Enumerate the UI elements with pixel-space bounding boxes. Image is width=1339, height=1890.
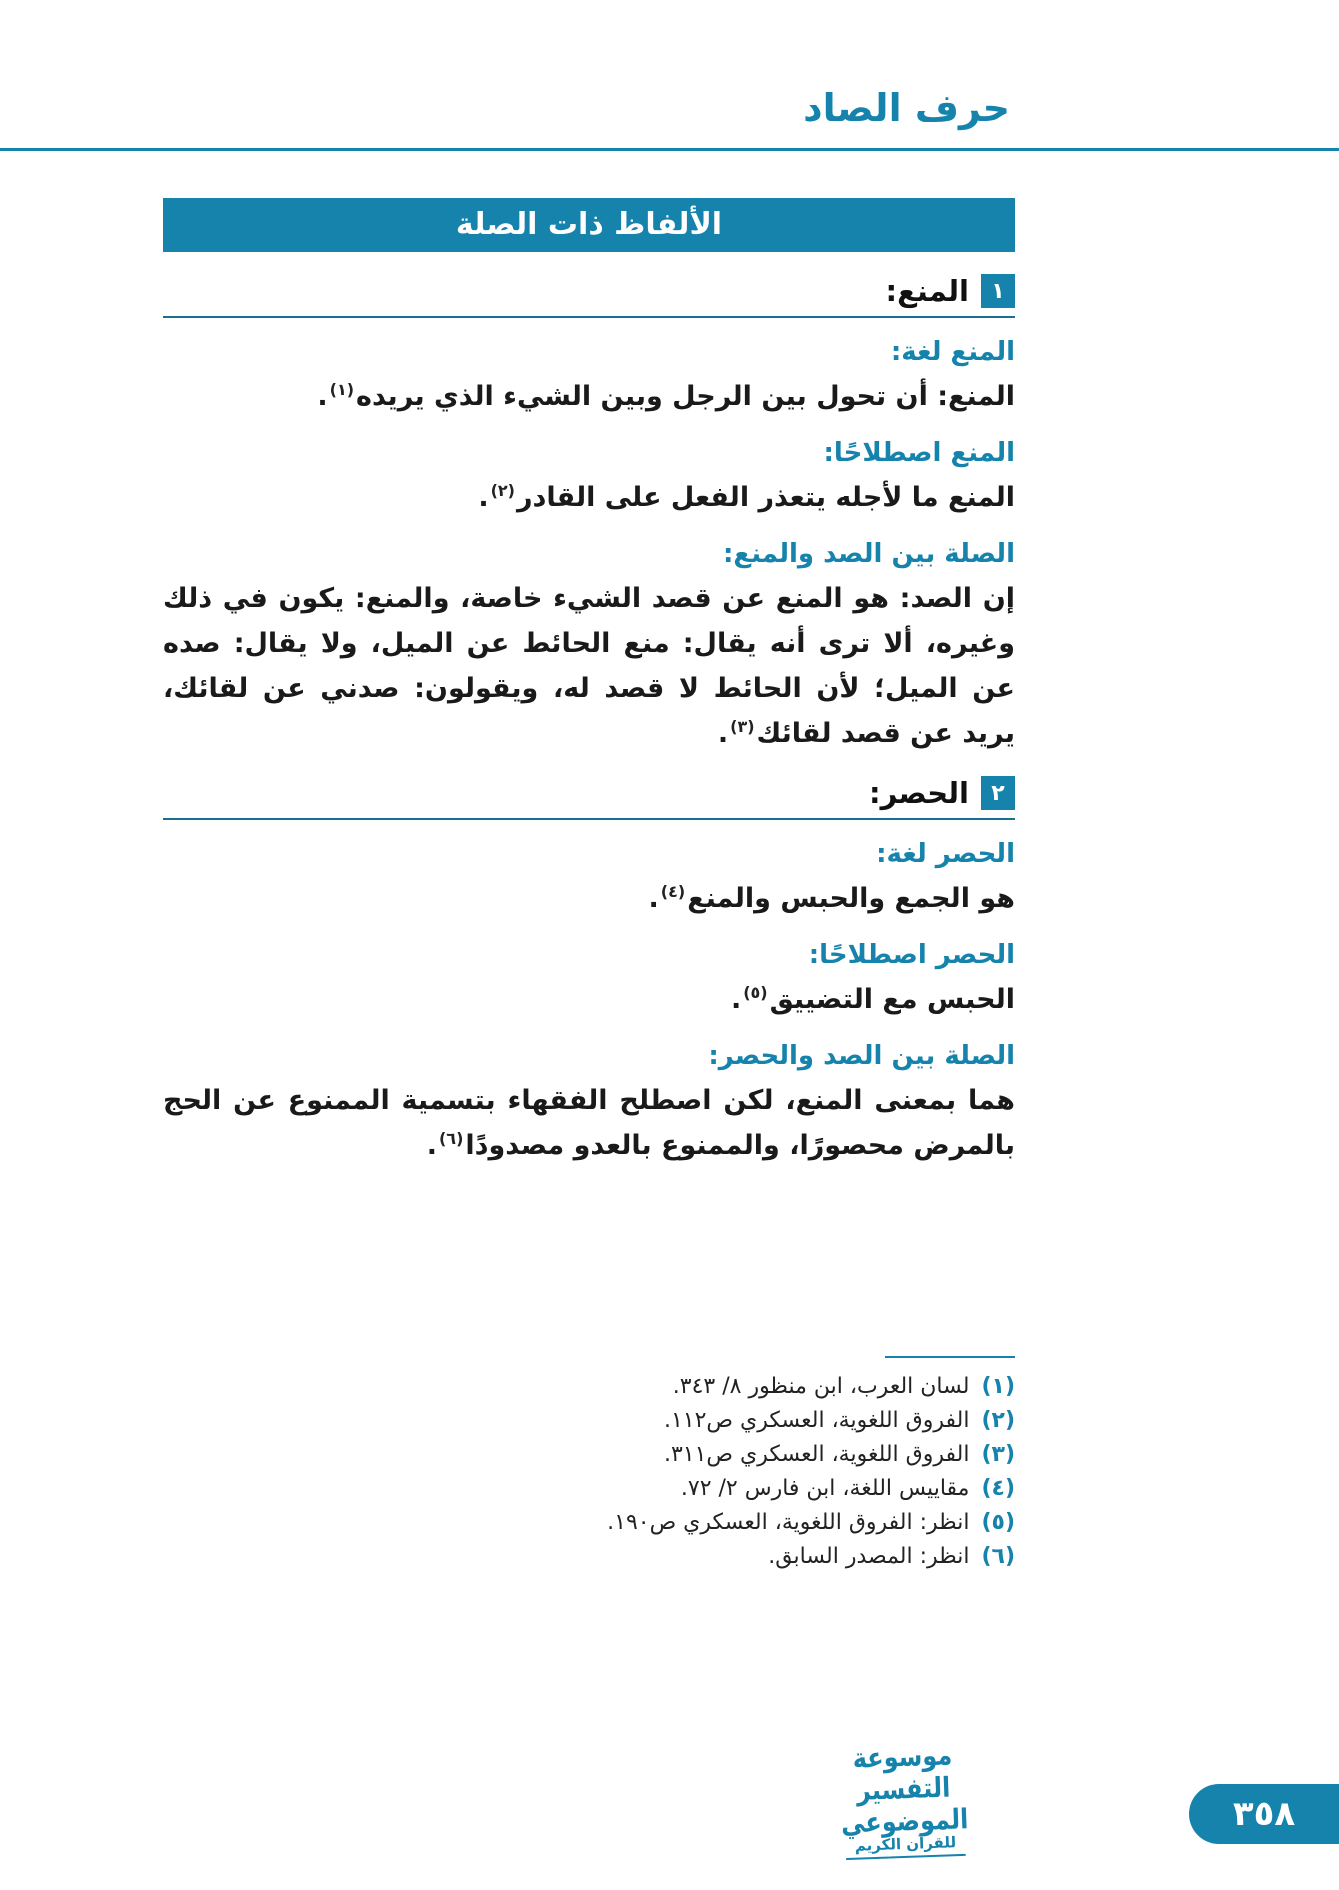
- body-text-span: الحبس مع التضييق: [769, 984, 1015, 1015]
- footnote-separator: [885, 1356, 1015, 1358]
- chapter-header: حرف الصاد: [803, 86, 1010, 130]
- publisher-logo-subtitle: للقرآن الكريم: [854, 1833, 957, 1855]
- related-terms-banner: الألفاظ ذات الصلة: [163, 198, 1015, 252]
- footnote-text: انظر: المصدر السابق.: [768, 1544, 970, 1569]
- footnotes: [163, 1356, 1015, 1574]
- publisher-logo-title: موسوعة التفسير الموضوعي: [840, 1739, 969, 1840]
- subheading-language: المنع لغة:: [890, 337, 1015, 367]
- footnote-ref: (٢): [490, 481, 515, 500]
- section-2-header: [163, 776, 1015, 810]
- body-text-span: المنع ما لأجله يتعذر الفعل على القادر: [516, 482, 1015, 513]
- body-paragraph: [163, 576, 1015, 756]
- footnote-item: [163, 1540, 1015, 1574]
- relation-block: [163, 536, 1015, 756]
- section-1-header: [163, 274, 1015, 308]
- body-text-span: هو الجمع والحبس والمنع: [687, 883, 1015, 914]
- footnote-number: (٤): [981, 1476, 1015, 1501]
- footnote-text: مقاييس اللغة، ابن فارس ٢/ ٧٢.: [680, 1476, 970, 1501]
- subheading-language: الحصر لغة:: [876, 839, 1015, 869]
- body-text-tail: .: [317, 381, 328, 412]
- section-rule: [163, 818, 1015, 820]
- footnote-ref: (١): [329, 380, 355, 399]
- header-rule: [0, 148, 1339, 151]
- footnote-ref: (٤): [660, 882, 686, 901]
- section-rule: [163, 316, 1015, 318]
- subheading-relation: الصلة بين الصد والحصر:: [708, 1041, 1015, 1071]
- section-number-badge: ١: [981, 274, 1015, 308]
- section-number-badge: ٢: [981, 776, 1015, 810]
- footnote-number: (٥): [981, 1510, 1015, 1535]
- body-text-span: إن الصد: هو المنع عن قصد الشيء خاصة، والمنع: يكون في ذلك وغيره، ألا ترى أنه يقال: منع الحائط عن الميل، ولا يقال: صده عن الميل؛ لأن الحائط لا قصد له، ويقولون: صدني عن لقائك، يريد عن قصد لقائك: [163, 583, 1015, 749]
- footnote-ref: (٣): [730, 717, 755, 736]
- footnote-text: الفروق اللغوية، العسكري ص٣١١.: [663, 1442, 970, 1467]
- logo-flourish: [846, 1854, 966, 1860]
- body-text-tail: .: [730, 984, 742, 1015]
- section-title: المنع:: [885, 274, 969, 308]
- page-number-badge: ٣٥٨: [1189, 1784, 1339, 1844]
- footnote-item: [163, 1506, 1015, 1540]
- body-text-span: المنع: أن تحول بين الرجل وبين الشيء الذي يريده: [356, 381, 1015, 412]
- footnote-ref: (٥): [743, 983, 768, 1002]
- body-text-tail: .: [478, 482, 489, 513]
- footnote-text: لسان العرب، ابن منظور ٨/ ٣٤٣.: [672, 1374, 970, 1399]
- body-text: [163, 374, 1015, 419]
- footnote-item: [163, 1472, 1015, 1506]
- footnote-item: [163, 1370, 1015, 1404]
- footnote-number: (٢): [981, 1408, 1015, 1433]
- subheading-terminology: الحصر اصطلاحًا:: [808, 940, 1015, 970]
- footnote-number: (٦): [981, 1544, 1015, 1569]
- footnote-ref: (٦): [438, 1129, 464, 1148]
- body-text: [163, 475, 1015, 520]
- body-text-tail: .: [426, 1130, 437, 1161]
- relation-block: [163, 1038, 1015, 1168]
- footnote-number: (٣): [981, 1442, 1015, 1467]
- footnote-item: [163, 1404, 1015, 1438]
- footnote-number: (١): [981, 1374, 1015, 1399]
- body-text: [163, 977, 1015, 1022]
- section-title: الحصر:: [869, 776, 969, 810]
- body-text-tail: .: [648, 883, 659, 914]
- footnote-text: انظر: الفروق اللغوية، العسكري ص١٩٠.: [607, 1510, 970, 1535]
- body-text-tail: .: [717, 718, 729, 749]
- definition-block: [163, 836, 1015, 921]
- definition-block: [163, 334, 1015, 419]
- subheading-relation: الصلة بين الصد والمنع:: [723, 539, 1015, 569]
- subheading-terminology: المنع اصطلاحًا:: [823, 438, 1015, 468]
- body-text-span: هما بمعنى المنع، لكن اصطلح الفقهاء بتسمية الممنوع عن الحج بالمرض محصورًا، والممنوع بالعدو مصدودًا: [163, 1085, 1015, 1161]
- publisher-logo: [802, 1739, 1006, 1862]
- footnote-item: [163, 1438, 1015, 1472]
- definition-block: [163, 435, 1015, 520]
- body-text: [163, 876, 1015, 921]
- body-paragraph: [163, 1078, 1015, 1168]
- page-content: [163, 198, 1015, 1574]
- definition-block: [163, 937, 1015, 1022]
- footnote-text: الفروق اللغوية، العسكري ص١١٢.: [663, 1408, 970, 1433]
